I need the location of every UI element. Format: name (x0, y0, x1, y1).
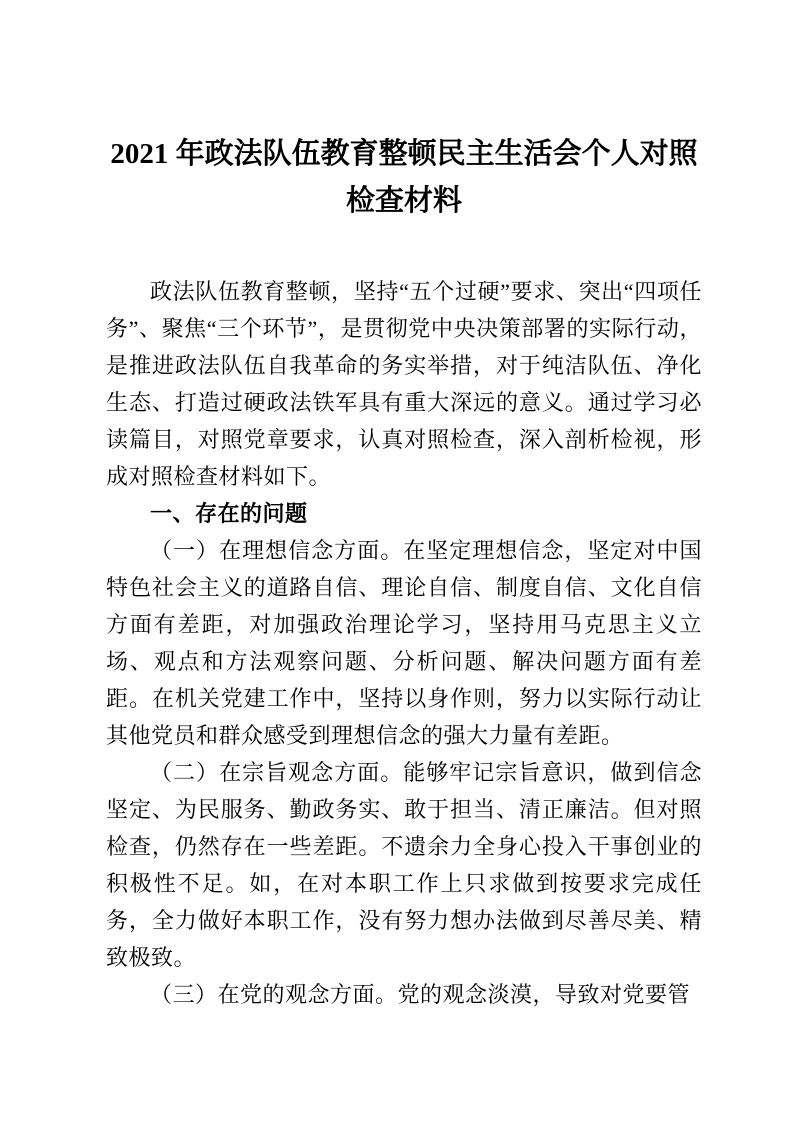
intro-paragraph: 政法队伍教育整顿，坚持“五个过硬”要求、突出“四项任务”、聚焦“三个环节”，是贯彻党中央决策部署的实际行动，是推进政法队伍自我革命的务实举措，对于纯洁队伍、净化生态、打造过硬政法铁军具有重大深远的意义。通过学习必读篇目，对照党章要求，认真对照检查，深入剖析检视，形成对照检查材料如下。 (106, 279, 702, 489)
issue-paragraph-1: （一）在理想信念方面。在坚定理想信念，坚定对中国特色社会主义的道路自信、理论自信、制度自信、文化自信方面有差距，对加强政治理论学习，坚持用马克思主义立场、观点和方法观察问题、分析问题、解决问题方面有差距。在机关党建工作中，坚持以身作则，努力以实际行动让其他党员和群众感受到理想信念的强大力量有差距。 (106, 538, 702, 748)
issue-paragraph-3: （三）在党的观念方面。党的观念淡漠，导致对党要管 (150, 982, 691, 1007)
document-title: 2021 年政法队伍教育整顿民主生活会个人对照检查材料 (110, 138, 698, 217)
issue-paragraph-2: （二）在宗旨观念方面。能够牢记宗旨意识，做到信念坚定、为民服务、勤政务实、敢于担当、清正廉洁。但对照检查，仍然存在一些差距。不遗余力全身心投入干事创业的积极性不足。如，在对本职工作上只求做到按要求完成任务，全力做好本职工作，没有努力想办法做到尽善尽美、精致极致。 (106, 760, 702, 970)
section-heading-existing-problems: 一、存在的问题 (150, 501, 308, 526)
